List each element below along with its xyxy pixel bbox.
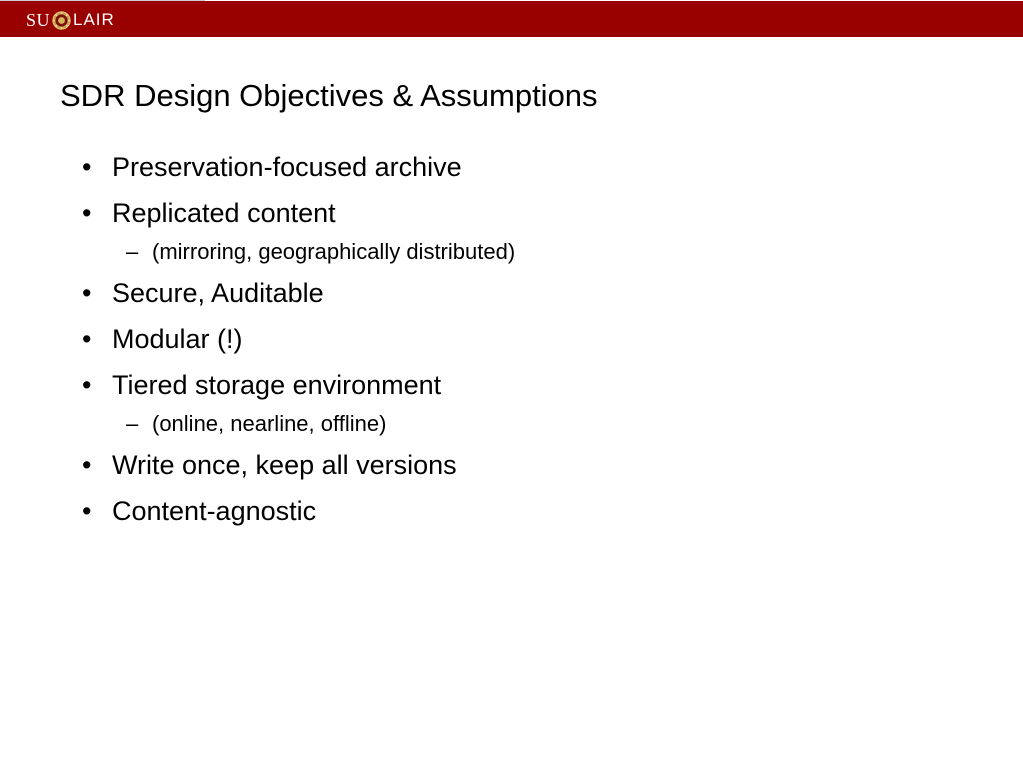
bullet-text: Write once, keep all versions bbox=[112, 450, 457, 480]
bullet-marker: • bbox=[82, 450, 92, 480]
header-bar bbox=[0, 1, 1023, 37]
sub-bullet-text: (mirroring, geographically distributed) bbox=[152, 239, 516, 264]
bullet-marker: • bbox=[82, 278, 92, 308]
bullet-item bbox=[82, 368, 515, 402]
bullet-text: Replicated content bbox=[112, 198, 336, 228]
bullet-text: Preservation-focused archive bbox=[112, 152, 462, 182]
sub-bullet-marker: – bbox=[126, 411, 139, 436]
bullet-item bbox=[82, 276, 515, 310]
bullet-item bbox=[82, 196, 515, 230]
bullet-marker: • bbox=[82, 198, 92, 228]
sub-bullet-item bbox=[82, 238, 515, 266]
bullet-item bbox=[82, 494, 515, 528]
bullet-marker: • bbox=[82, 496, 92, 526]
sub-bullet-marker: – bbox=[126, 239, 139, 264]
bullet-list bbox=[82, 150, 515, 540]
bullet-item bbox=[82, 448, 515, 482]
su-lair-logo bbox=[26, 10, 115, 30]
bullet-text: Modular (!) bbox=[112, 324, 243, 354]
sub-bullet-text: (online, nearline, offline) bbox=[152, 411, 387, 436]
slide-title: SDR Design Objectives & Assumptions bbox=[60, 78, 598, 113]
logo-lair-text: LAIR bbox=[73, 10, 115, 29]
bullet-item bbox=[82, 150, 515, 184]
bullet-item bbox=[82, 322, 515, 356]
bullet-marker: • bbox=[82, 152, 92, 182]
bullet-text: Secure, Auditable bbox=[112, 278, 324, 308]
sub-bullet-item bbox=[82, 410, 515, 438]
logo-su-text: SU bbox=[26, 10, 51, 30]
bullet-marker: • bbox=[82, 370, 92, 400]
university-seal-icon bbox=[52, 11, 71, 30]
bullet-marker: • bbox=[82, 324, 92, 354]
bullet-text: Content-agnostic bbox=[112, 496, 317, 526]
bullet-text: Tiered storage environment bbox=[112, 370, 442, 400]
